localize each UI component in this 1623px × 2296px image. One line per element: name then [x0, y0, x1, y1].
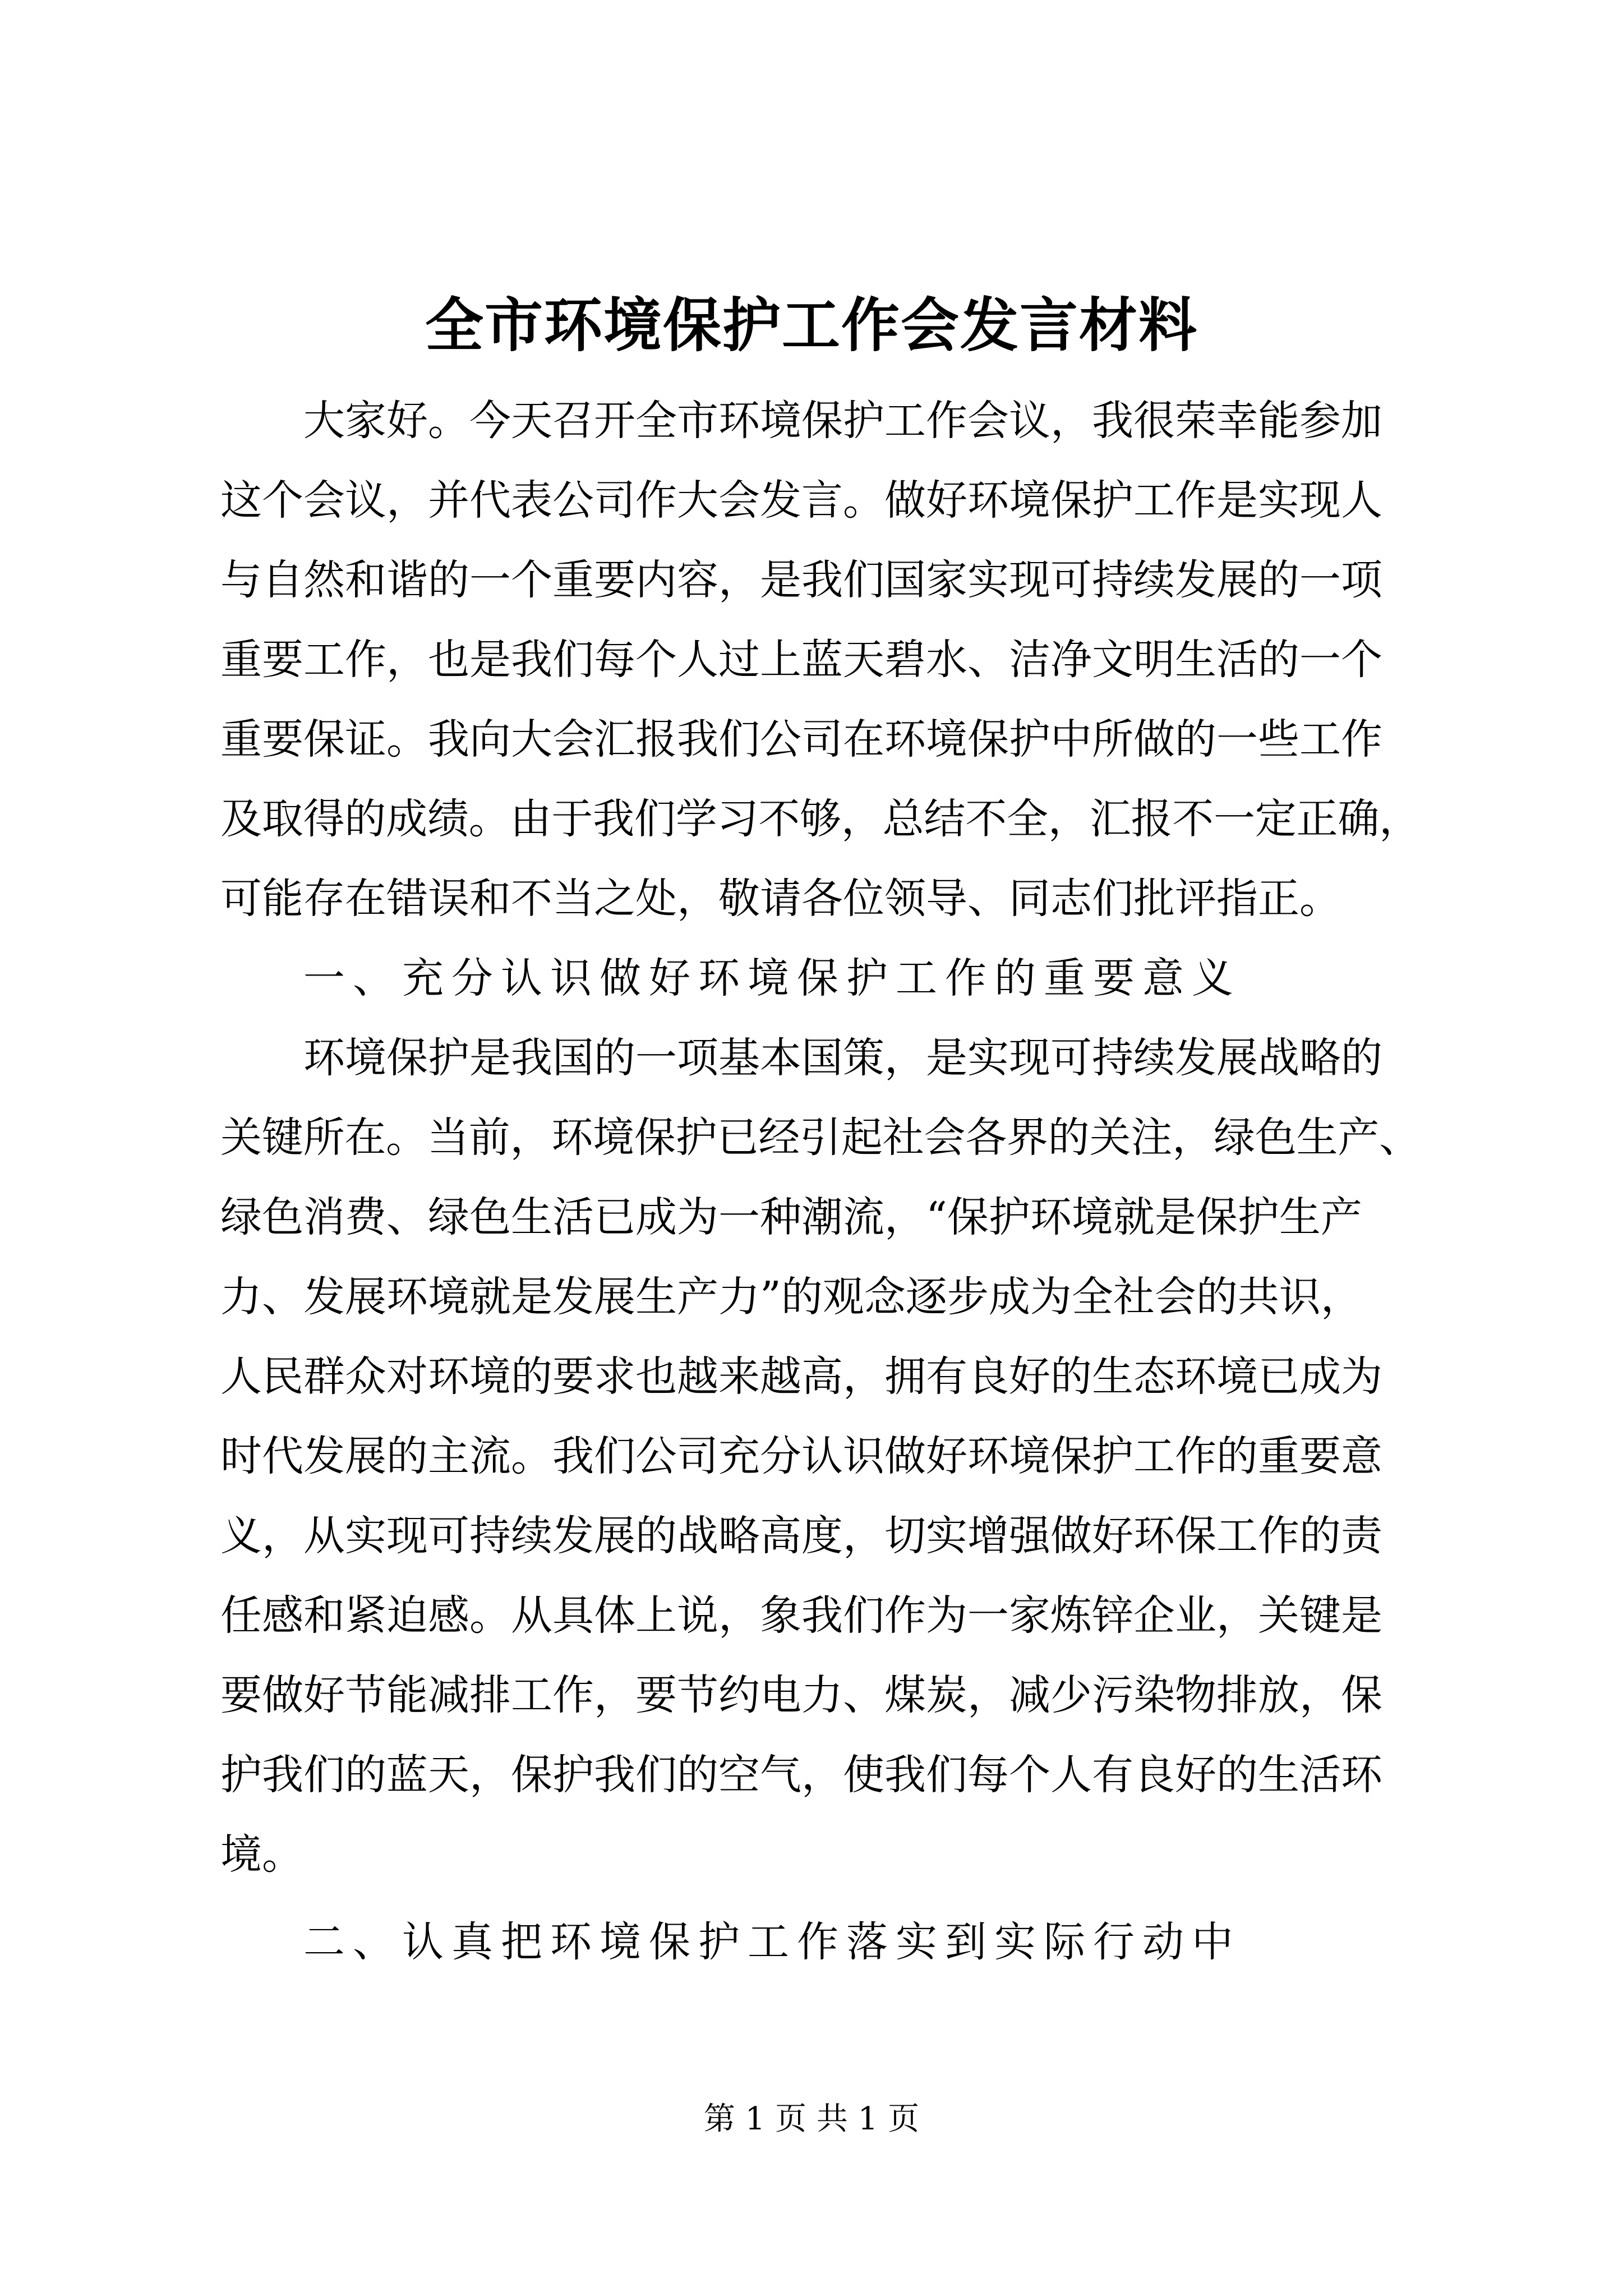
paragraph-line: 要做好节能减排工作，要节约电力、煤炭，减少污染物排放，保 — [220, 1671, 1382, 1719]
paragraph-line: 任感和紧迫感。从具体上说，象我们作为一家炼锌企业，关键是 — [220, 1591, 1382, 1640]
paragraph-line: 重要工作，也是我们每个人过上蓝天碧水、洁净文明生活的一个 — [220, 636, 1382, 684]
paragraph-line: 及取得的成绩。由于我们学习不够，总结不全，汇报不一定正确， — [220, 795, 1421, 843]
paragraph-line: 可能存在错误和不当之处，敬请各位领导、同志们批评指正。 — [220, 875, 1341, 923]
paragraph-line: 力、发展环境就是发展生产力”的观念逐步成为全社会的共识， — [220, 1273, 1362, 1321]
paragraph-line: 义，从实现可持续发展的战略高度，切实增强做好环保工作的责 — [220, 1512, 1382, 1560]
paragraph-line: 人民群众对环境的要求也越来越高，拥有良好的生态环境已成为 — [220, 1352, 1382, 1401]
paragraph-line: 境。 — [220, 1830, 303, 1879]
section-heading: 二、认真把环境保护工作落实到实际行动中 — [303, 1918, 1241, 1966]
paragraph-line: 大家好。今天召开全市环境保护工作会议，我很荣幸能参加 — [303, 397, 1382, 445]
paragraph-line: 护我们的蓝天，保护我们的空气，使我们每个人有良好的生活环 — [220, 1751, 1382, 1799]
paragraph-line: 重要保证。我向大会汇报我们公司在环境保护中所做的一些工作 — [220, 715, 1382, 763]
document-title: 全市环境保护工作会发言材料 — [425, 291, 1198, 360]
page-number-footer: 第 1 页 共 1 页 — [703, 2101, 920, 2137]
paragraph-line: 关键所在。当前，环境保护已经引起社会各界的关注，绿色生产、 — [220, 1114, 1421, 1162]
paragraph-line: 时代发展的主流。我们公司充分认识做好环境保护工作的重要意 — [220, 1432, 1382, 1480]
paragraph-line: 绿色消费、绿色生活已成为一种潮流，“保护环境就是保护生产 — [220, 1193, 1362, 1241]
section-heading: 一、充分认识做好环境保护工作的重要意义 — [303, 954, 1241, 1002]
paragraph-line: 环境保护是我国的一项基本国策，是实现可持续发展战略的 — [303, 1034, 1382, 1082]
paragraph-line: 与自然和谐的一个重要内容，是我们国家实现可持续发展的一项 — [220, 556, 1382, 604]
paragraph-line: 这个会议，并代表公司作大会发言。做好环境保护工作是实现人 — [220, 476, 1382, 524]
